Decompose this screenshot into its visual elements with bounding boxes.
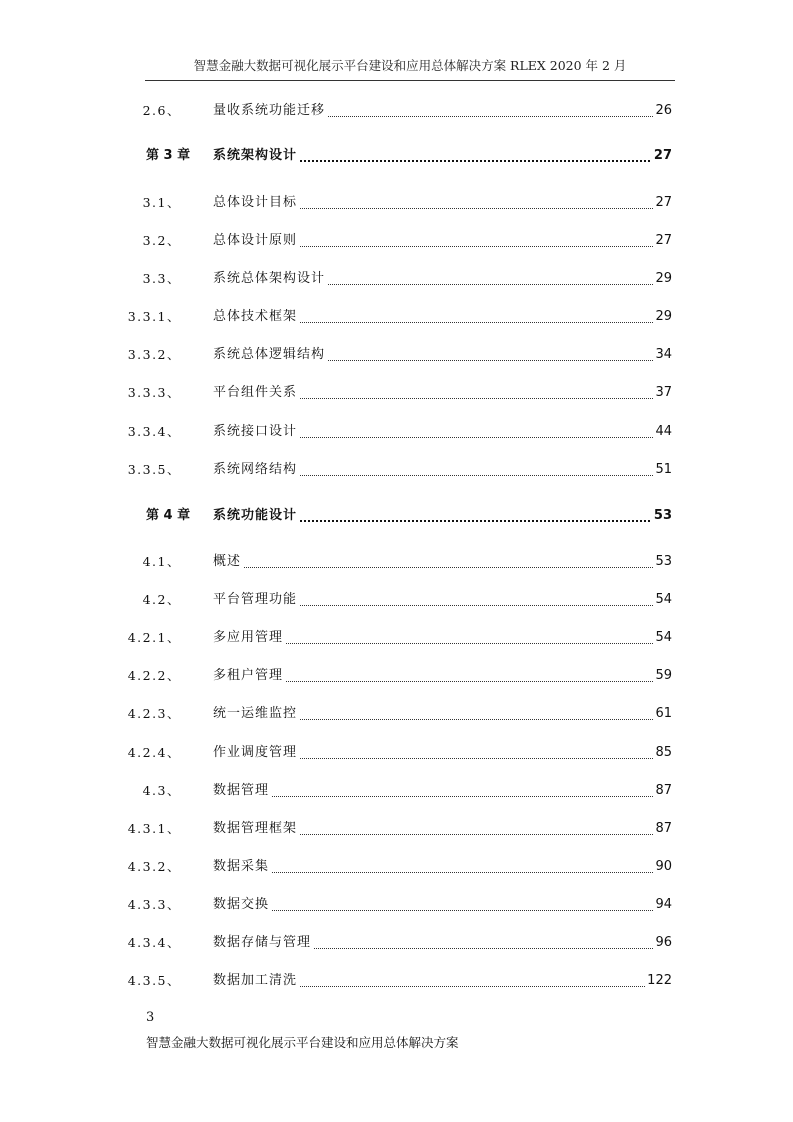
toc-entry-title: 平台管理功能 [213,592,298,607]
toc-entry-title: 平台组件关系 [213,385,298,400]
toc-entry-title: 统一运维监控 [213,706,298,721]
toc-entry-page: 29 [655,309,672,324]
toc-entry-page: 54 [655,592,672,607]
toc-entry-title: 多租户管理 [213,668,284,683]
toc-entry-number: 3.3.3、 [127,385,181,400]
toc-entry[interactable] [0,552,793,572]
toc-entry-number: 3.3.4、 [127,424,181,439]
toc-entry[interactable] [0,193,793,213]
toc-entry-page: 27 [655,233,672,248]
toc-entry[interactable] [0,628,793,648]
toc-entry-page: 37 [655,385,672,400]
toc-entry-number: 4.2.3、 [127,706,181,721]
toc-dot-leader [213,910,657,911]
toc-entry[interactable] [0,345,793,365]
toc-entry-number: 4.1、 [142,554,181,569]
toc-entry-page: 53 [655,554,672,569]
toc-entry-page: 96 [655,935,672,950]
toc-entry-title: 概述 [213,554,242,569]
toc-entry[interactable] [0,460,793,480]
toc-entry-page: 90 [655,859,672,874]
toc-entry-number: 4.2、 [142,592,181,607]
toc-entry[interactable] [0,231,793,251]
toc-entry-number: 3.3.2、 [127,347,181,362]
toc-entry-title: 数据采集 [213,859,270,874]
toc-entry-number: 4.3.5、 [127,973,181,988]
toc-entry-page: 29 [655,271,672,286]
toc-entry-title: 数据管理 [213,783,270,798]
toc-entry-number: 3.3.1、 [127,309,181,324]
toc-entry[interactable] [0,895,793,915]
toc-entry-page: 53 [653,508,672,523]
toc-entry[interactable] [0,933,793,953]
toc-entry-title: 数据交换 [213,897,270,912]
toc-entry-number: 4.2.1、 [127,630,181,645]
toc-entry-number: 第 3 章 [146,148,191,163]
toc-entry-title: 数据加工清洗 [213,973,298,988]
toc-entry-page: 26 [655,103,672,118]
toc-chapter-entry[interactable] [0,146,793,166]
toc-entry[interactable] [0,743,793,763]
toc-entry-number: 4.3.1、 [127,821,181,836]
toc-entry-page: 59 [655,668,672,683]
toc-entry[interactable] [0,666,793,686]
toc-entry[interactable] [0,269,793,289]
toc-entry-page: 122 [647,973,672,988]
toc-entry-page: 27 [653,148,672,163]
toc-entry[interactable] [0,307,793,327]
toc-entry-page: 54 [655,630,672,645]
toc-entry-title: 总体设计目标 [213,195,298,210]
toc-entry-title: 系统总体架构设计 [213,271,326,286]
toc-entry-page: 51 [655,462,672,477]
toc-entry-number: 3.3、 [142,271,181,286]
toc-entry-title: 总体技术框架 [213,309,298,324]
toc-entry-number: 4.3、 [142,783,181,798]
toc-entry-page: 34 [655,347,672,362]
toc-entry-title: 系统功能设计 [213,508,298,523]
toc-entry-page: 87 [655,783,672,798]
page-header-title: 智慧金融大数据可视化展示平台建设和应用总体解决方案 RLEX 2020 年 2 月 [193,58,627,73]
toc-entry-title: 多应用管理 [213,630,284,645]
toc-entry[interactable] [0,781,793,801]
toc-chapter-entry[interactable] [0,506,793,526]
toc-entry-title: 量收系统功能迁移 [213,103,326,118]
toc-entry-page: 94 [655,897,672,912]
toc-entry-number: 4.3.2、 [127,859,181,874]
toc-entry-number: 第 4 章 [146,508,191,523]
toc-entry[interactable] [0,857,793,877]
toc-entry-title: 数据存储与管理 [213,935,312,950]
page-number: 3 [146,1010,155,1025]
toc-dot-leader [213,796,657,797]
toc-entry-number: 3.1、 [142,195,181,210]
toc-entry[interactable] [0,422,793,442]
toc-entry-number: 4.2.2、 [127,668,181,683]
toc-dot-leader [213,872,657,873]
toc-entry-title: 系统总体逻辑结构 [213,347,326,362]
toc-entry-page: 87 [655,821,672,836]
toc-entry[interactable] [0,704,793,724]
toc-entry[interactable] [0,383,793,403]
toc-entry-title: 系统接口设计 [213,424,298,439]
toc-entry-title: 作业调度管理 [213,745,298,760]
toc-entry-title: 系统网络结构 [213,462,298,477]
toc-entry-title: 总体设计原则 [213,233,298,248]
toc-entry-number: 4.2.4、 [127,745,181,760]
toc-entry-number: 2.6、 [142,103,181,118]
footer-document-title: 智慧金融大数据可视化展示平台建设和应用总体解决方案 [146,1035,459,1050]
toc-dot-leader [213,567,657,568]
toc-entry-title: 系统架构设计 [213,148,298,163]
toc-entry-page: 27 [655,195,672,210]
toc-entry[interactable] [0,101,793,121]
header-divider [145,80,675,81]
toc-entry-number: 3.3.5、 [127,462,181,477]
toc-entry[interactable] [0,590,793,610]
toc-entry-title: 数据管理框架 [213,821,298,836]
toc-entry-number: 4.3.3、 [127,897,181,912]
toc-entry-page: 85 [655,745,672,760]
toc-entry-page: 61 [655,706,672,721]
toc-entry-number: 4.3.4、 [127,935,181,950]
toc-entry-page: 44 [655,424,672,439]
toc-entry[interactable] [0,971,793,991]
toc-entry-number: 3.2、 [142,233,181,248]
toc-entry[interactable] [0,819,793,839]
